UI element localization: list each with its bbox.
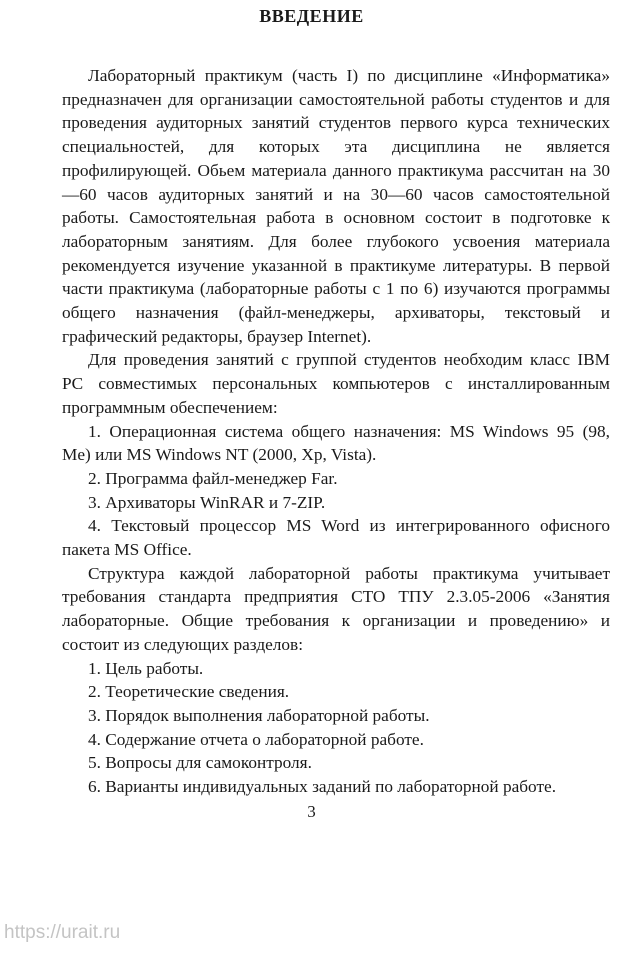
section-list-item: 4. Содержание отчета о лабораторной работе. xyxy=(88,729,424,749)
section-list-item: 5. Вопросы для самоконтроля. xyxy=(88,753,312,773)
software-list-item: 2. Программа файл-менеджер Far. xyxy=(88,468,338,488)
software-list-item: 3. Архиваторы WinRAR и 7-ZIP. xyxy=(88,492,326,512)
section-list-item: 1. Цель работы. xyxy=(88,658,204,678)
software-list-item: 1. Операционная система общего назначения: MS Windows 95 (98, Me) или MS Windows NT (2000, Xp, Vista). xyxy=(62,421,610,465)
paragraph-intro: Лабораторный практикум (часть I) по дисциплине «Информатика» предназначен для организации самостоятельной работы студентов и для проведения аудиторных занятий студентов первого курса технических специальностей, для которых эта дисциплина не является профилирующей. Обьем материала данного практикума рассчитан на 30—60 часов аудиторных занятий и на 30—60 часов самостоятельной работы. Самостоятельная работа в основном состоит в подготовке к лабораторным занятиям. Для более глубокого усвоения материала рекомендуется изучение указанной в практикуме литературы. В первой части практикума (лабораторные работы с 1 по 6) изучаются программы общего назначения (файл-менеджеры, архиваторы, текстовый и графический редакторы, браузер Internet). xyxy=(62,66,610,346)
watermark-url: https://urait.ru xyxy=(4,922,121,943)
page-number: 3 xyxy=(307,802,316,821)
section-list-item: 3. Порядок выполнения лабораторной работы. xyxy=(88,705,430,725)
page-title: ВВЕДЕНИЕ xyxy=(259,6,364,26)
document-body xyxy=(62,64,610,799)
section-list-item: 6. Варианты индивидуальных заданий по лабораторной работе. xyxy=(88,777,557,797)
section-list-item: 2. Теоретические сведения. xyxy=(88,682,290,702)
paragraph-equipment: Для проведения занятий с группой студентов необходим класс IBM PC совместимых персональных компьютеров с инсталлированным программным обеспечением: xyxy=(62,350,610,417)
paragraph-structure: Структура каждой лабораторной работы практикума учитывает требования стандарта предприятия СТО ТПУ 2.3.05-2006 «Занятия лабораторные. Общие требования к организации и проведению» и состоит из следующих разделов: xyxy=(62,563,610,654)
software-list-item: 4. Текстовый процессор MS Word из интегрированного офисного пакета MS Office. xyxy=(62,516,610,560)
